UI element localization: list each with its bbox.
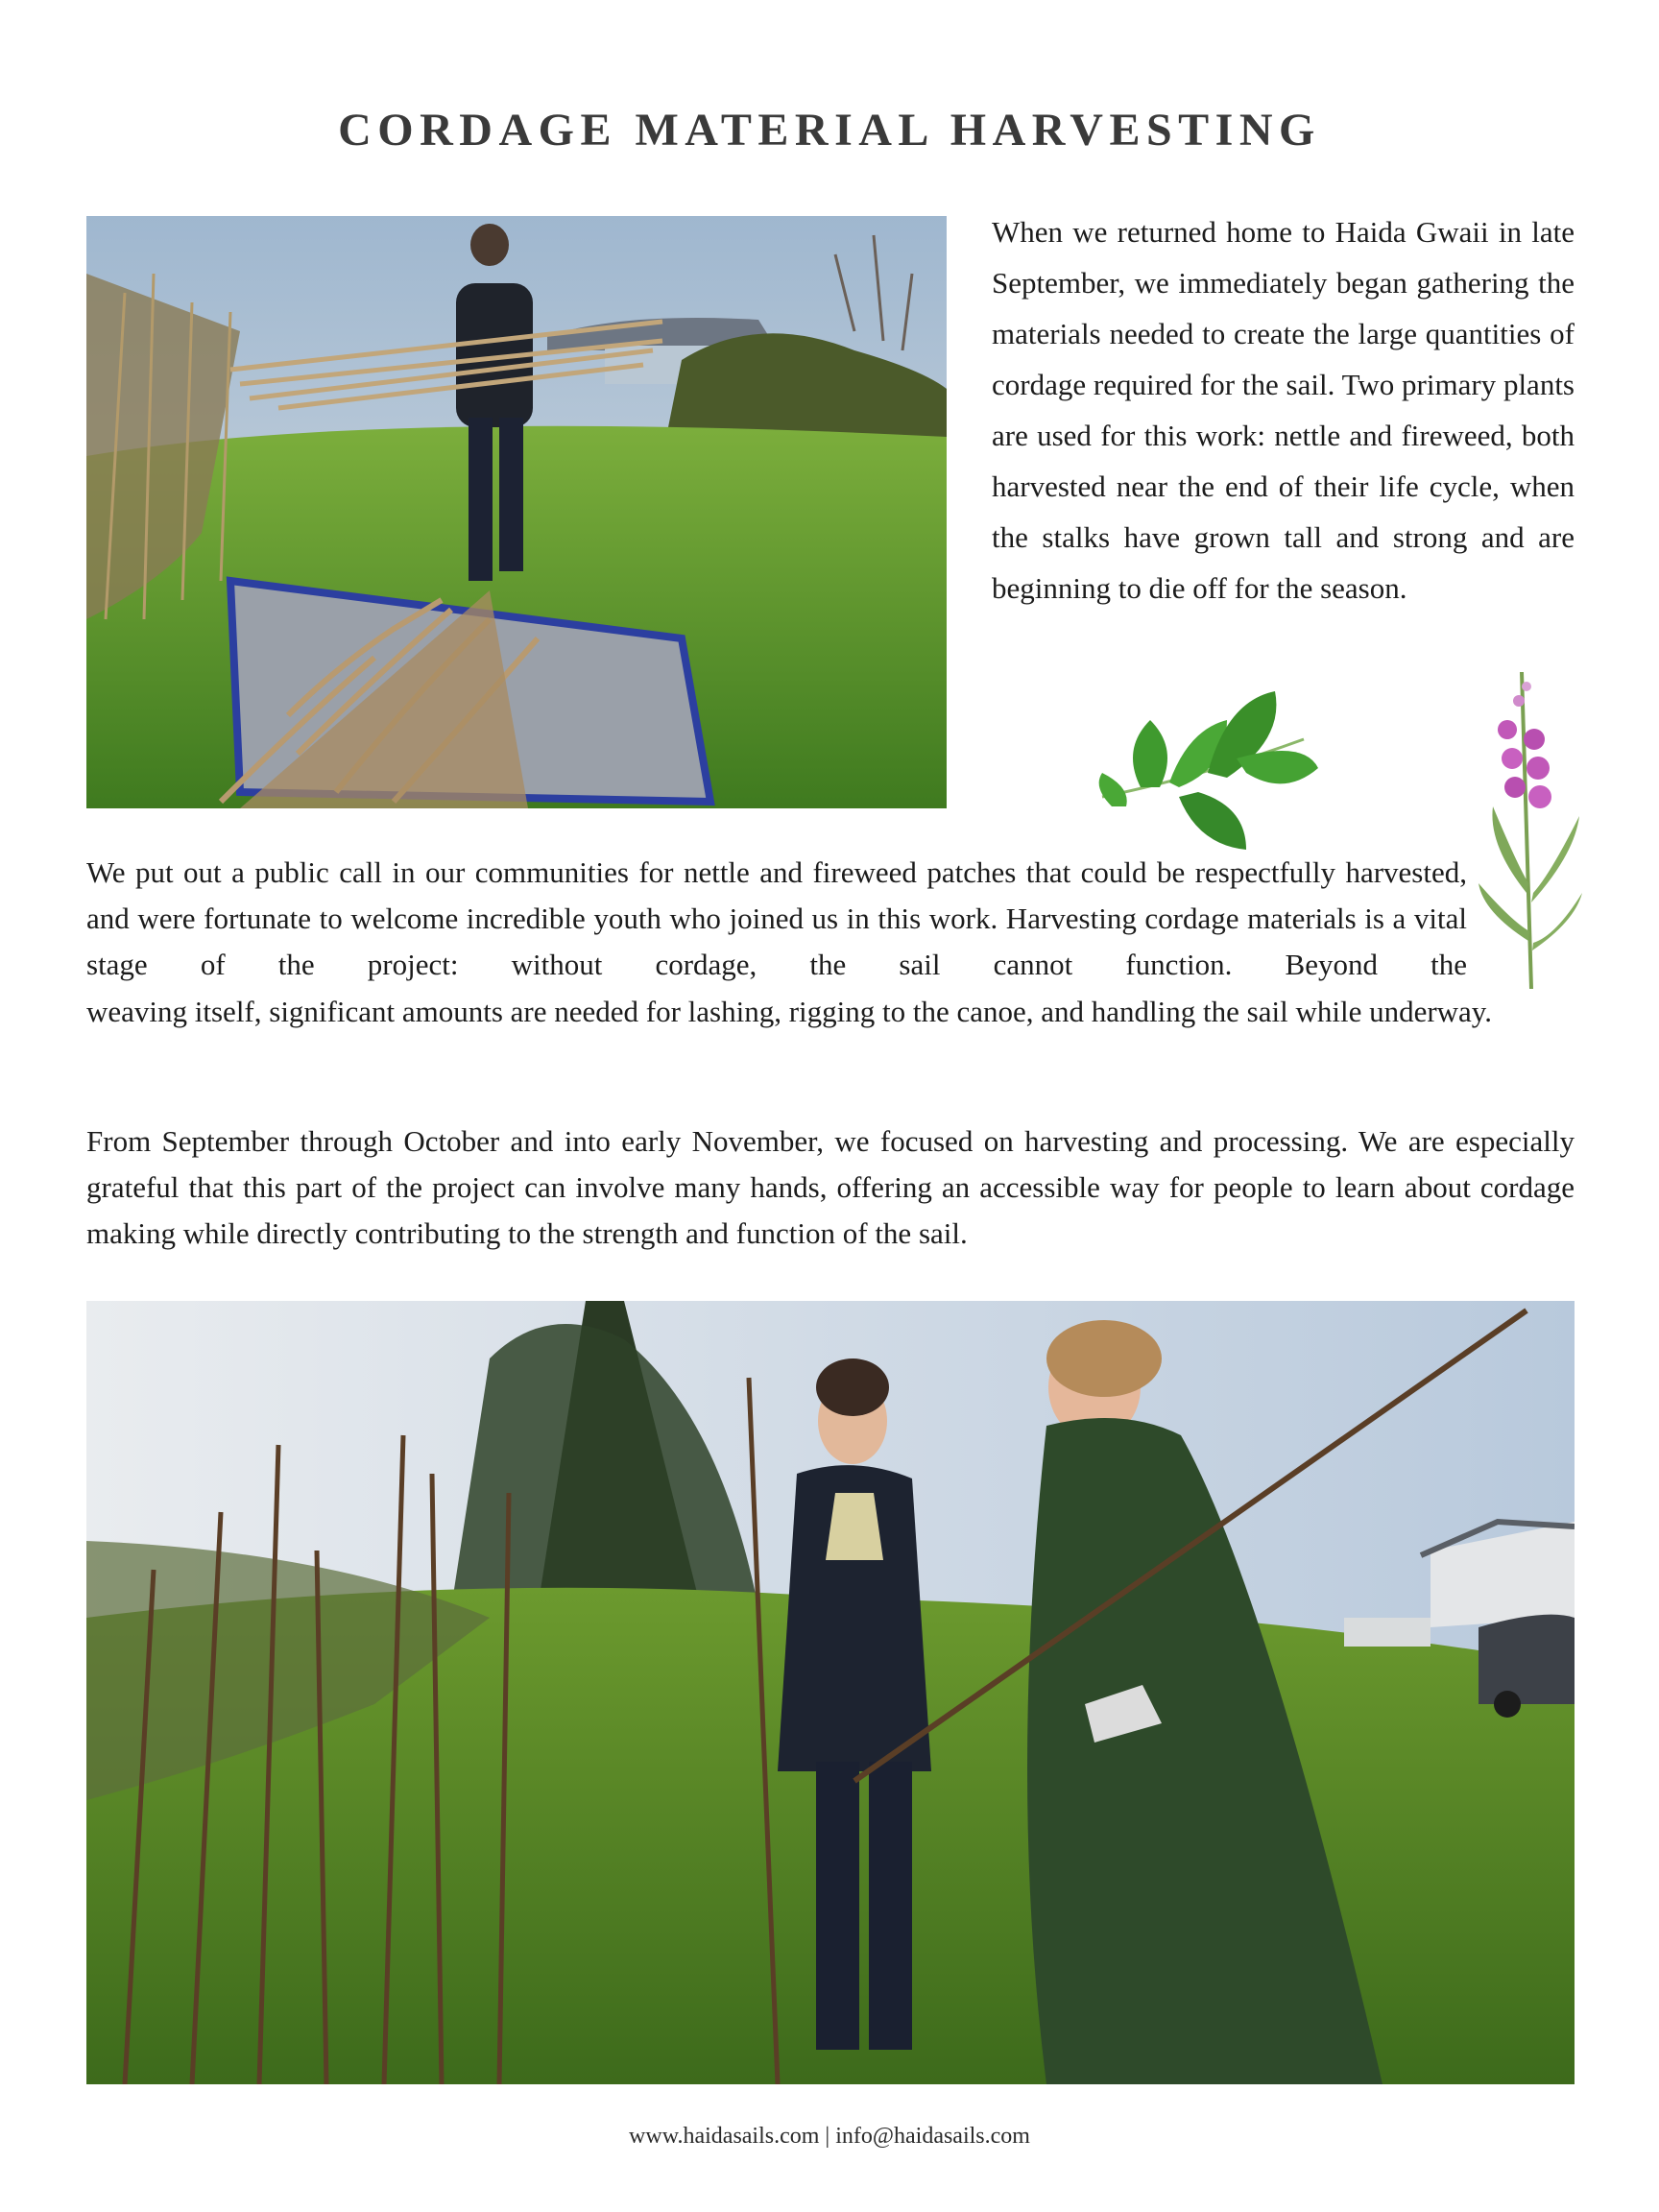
nettle-illustration <box>1083 682 1328 854</box>
paragraph-public-call-continued: weaving itself, significant amounts are needed for lashing, rigging to the canoe, and handling the sail while underway. <box>86 995 1493 1028</box>
fireweed-illustration <box>1479 672 1584 989</box>
page-title: CORDAGE MATERIAL HARVESTING <box>338 105 1321 156</box>
intro-paragraph: When we returned home to Haida Gwaii in late September, we immediately began gathering the materials needed to create the large quantities of cordage required for the sail. Two primary plants are used for this work: nettle and fireweed, both harvested near the end of their life cycle, when the stalks have grown tall and strong and are beginning to die off for the season. <box>992 215 1575 605</box>
paragraph-harvest-season: From September through October and into early November, we focused on harvesting and processing. We are especially grateful that this part of the project can involve many hands, offering an accessible way for people to learn about cordage making while directly contributing to the strength and function of the sail. <box>86 1124 1575 1250</box>
footer-contact: www.haidasails.com | info@haidasails.com <box>629 2124 1030 2149</box>
harvest-photo-tarp <box>86 216 947 808</box>
paragraph-public-call: We put out a public call in our communities for nettle and fireweed patches that could be respectfully harvested, and were fortunate to welcome incredible youth who joined us in this work. Harvesting cordage materials is a vital stage of the project: without cordage, the sail cannot function. Beyond the <box>86 855 1467 981</box>
harvest-photo-field <box>86 1301 1575 2084</box>
